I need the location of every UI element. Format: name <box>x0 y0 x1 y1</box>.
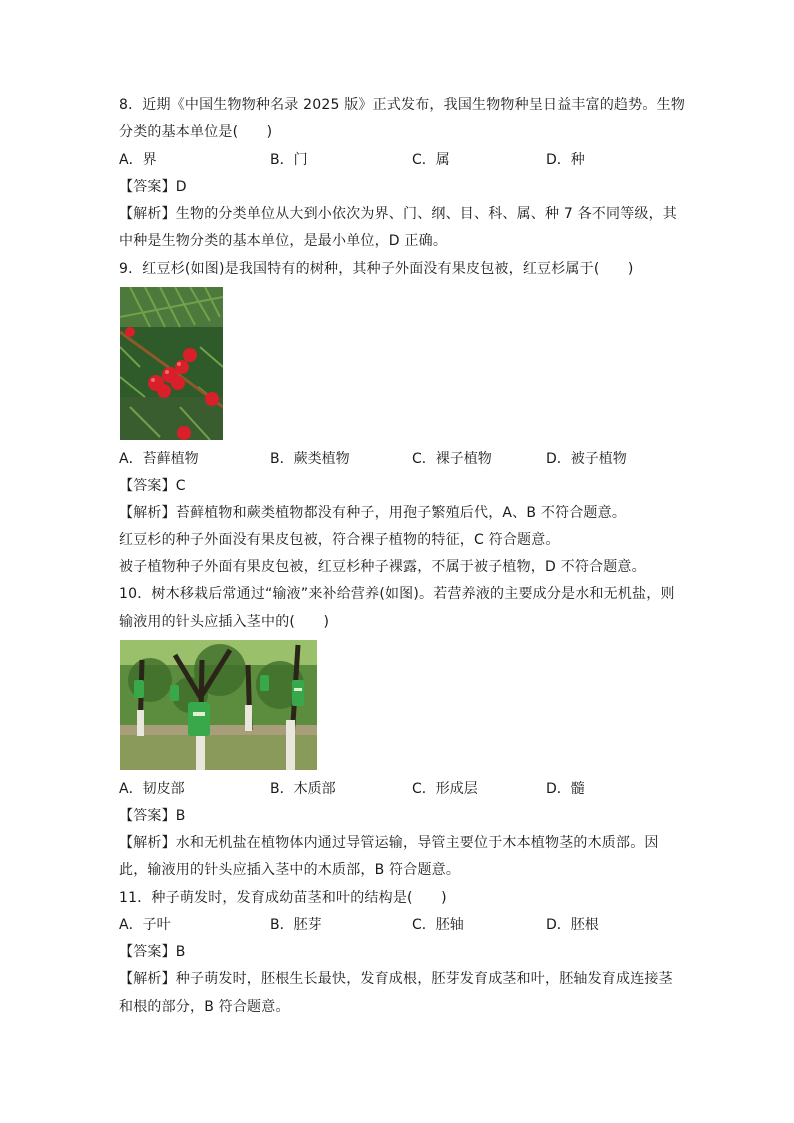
q8-stem-line1: 8．近期《中国生物物种名录 2025 版》正式发布，我国生物物种呈日益丰富的趋势。生物 <box>119 97 686 113</box>
q9-analysis-line3: 被子植物种子外面有果皮包被，红豆杉种子裸露，不属于被子植物，D 不符合题意。 <box>119 559 646 575</box>
q9-analysis-line2: 红豆杉的种子外面没有果皮包被，符合裸子植物的特征，C 符合题意。 <box>119 532 560 548</box>
q9-option-c: C．裸子植物 <box>412 451 492 467</box>
q9-stem-line1: 9．红豆杉(如图)是我国特有的树种，其种子外面没有果皮包被，红豆杉属于( ) <box>119 261 634 277</box>
q10-analysis-line2: 此，输液用的针头应插入茎中的木质部，B 符合题意。 <box>119 862 461 878</box>
q8-analysis-line1: 【解析】生物的分类单位从大到小依次为界、门、纲、目、科、属、种 7 各不同等级，其 <box>119 206 678 222</box>
q8-answer: 【答案】D <box>119 179 187 195</box>
q9-option-b: B．蕨类植物 <box>270 451 350 467</box>
q11-analysis-line2: 和根的部分，B 符合题意。 <box>119 999 290 1015</box>
yew-berries-photo <box>120 287 223 440</box>
q9-option-a: A．苔藓植物 <box>119 451 199 467</box>
q11-answer: 【答案】B <box>119 944 186 960</box>
q9-analysis-line1: 【解析】苔藓植物和蕨类植物都没有种子，用孢子繁殖后代，A、B 不符合题意。 <box>119 505 627 521</box>
q9-option-d: D．被子植物 <box>546 451 627 467</box>
q8-option-b: B．门 <box>270 152 308 168</box>
q9-answer: 【答案】C <box>119 478 186 494</box>
q10-answer: 【答案】B <box>119 808 186 824</box>
q10-option-c: C．形成层 <box>412 781 478 797</box>
q11-option-b: B．胚芽 <box>270 917 322 933</box>
q10-analysis-line1: 【解析】水和无机盐在植物体内通过导管运输，导管主要位于木本植物茎的木质部。因 <box>119 835 659 851</box>
q8-analysis-line2: 中种是生物分类的基本单位，是最小单位，D 正确。 <box>119 233 448 249</box>
q8-stem-line2: 分类的基本单位是( ) <box>119 124 273 140</box>
tree-infusion-photo <box>120 640 317 770</box>
q8-option-a: A．界 <box>119 152 157 168</box>
q8-option-d: D．种 <box>546 152 585 168</box>
q10-option-b: B．木质部 <box>270 781 336 797</box>
q10-stem-line2: 输液用的针头应插入茎中的( ) <box>119 614 330 630</box>
q11-option-c: C．胚轴 <box>412 917 464 933</box>
q11-option-d: D．胚根 <box>546 917 599 933</box>
q10-stem-line1: 10．树木移栽后常通过“输液”来补给营养(如图)。若营养液的主要成分是水和无机盐，则 <box>119 586 675 602</box>
q10-option-d: D．髓 <box>546 781 585 797</box>
q10-option-a: A．韧皮部 <box>119 781 185 797</box>
q11-analysis-line1: 【解析】种子萌发时，胚根生长最快，发育成根，胚芽发育成茎和叶，胚轴发育成连接茎 <box>119 971 673 987</box>
q11-option-a: A．子叶 <box>119 917 171 933</box>
q11-stem-line1: 11．种子萌发时，发育成幼苗茎和叶的结构是( ) <box>119 890 447 906</box>
q8-option-c: C．属 <box>412 152 450 168</box>
